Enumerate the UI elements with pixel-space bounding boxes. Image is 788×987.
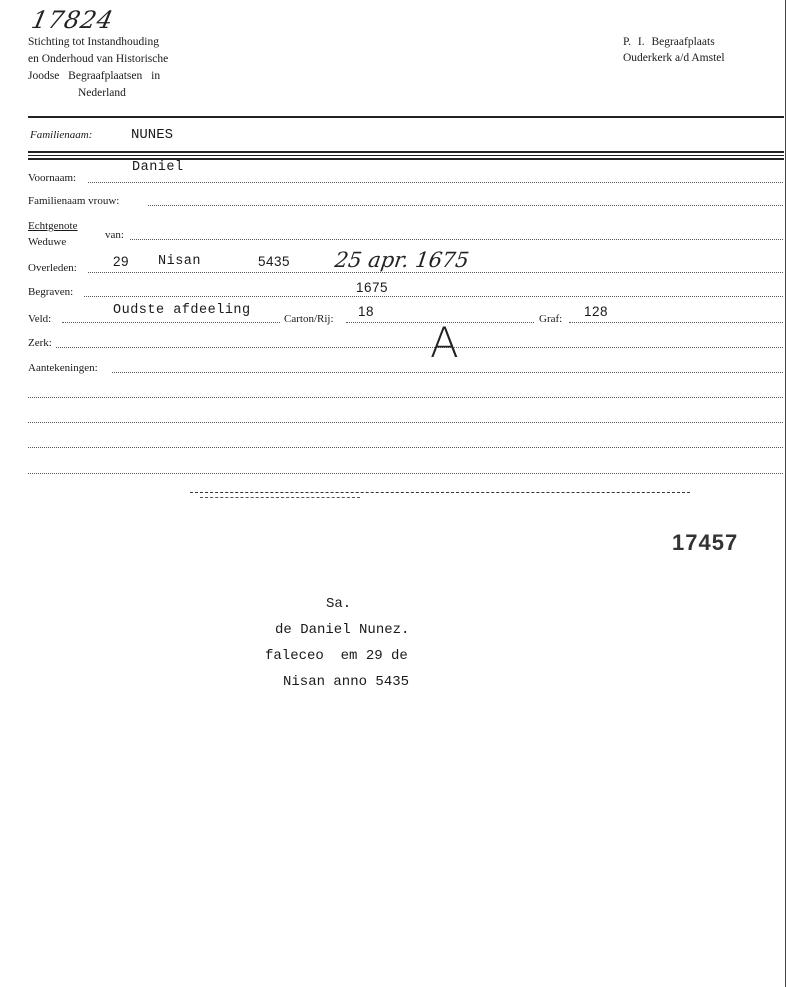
died-day: 29 <box>113 254 130 269</box>
surname-rule-mid <box>28 155 784 156</box>
notes-line-2 <box>28 397 783 398</box>
spouse-of-label: van: <box>105 229 124 241</box>
stamp-number: 17457 <box>672 530 739 555</box>
inscription-line-0: Sa. <box>326 596 352 612</box>
spouse-label-widow: Weduwe <box>28 236 67 248</box>
wife-surname-label: Familienaam vrouw: <box>28 195 120 207</box>
stone-mark: A <box>430 318 459 367</box>
organization-line-1: Stichting tot Instandhouding <box>28 36 159 48</box>
firstname-label: Voornaam: <box>28 172 77 184</box>
grave-line <box>569 322 783 323</box>
died-month: Nisan <box>158 254 202 269</box>
wife-surname-line <box>148 205 783 206</box>
notes-line-3 <box>28 422 783 423</box>
died-civil-date: 25 apr. 1675 <box>333 248 471 272</box>
notes-label: Aantekeningen: <box>28 362 98 374</box>
inscription-line-1: de Daniel Nunez. <box>275 622 410 638</box>
field-value: Oudste afdeeling <box>113 303 251 318</box>
died-year: 5435 <box>258 254 291 269</box>
inscription-line-2: faleceo em 29 de <box>265 648 408 664</box>
carton-value: 18 <box>358 304 375 319</box>
spouse-label-wife: Echtgenote <box>28 220 78 232</box>
cemetery-location: Ouderkerk a/d Amstel <box>623 52 725 64</box>
stone-line <box>56 347 783 348</box>
cemetery-name: P. I. Begraafplaats <box>623 36 715 48</box>
notes-line-4 <box>28 447 783 448</box>
firstname-value: Daniel <box>132 160 184 175</box>
buried-label: Begraven: <box>28 286 74 298</box>
grave-label: Graf: <box>539 313 563 325</box>
archive-number: 17824 <box>29 6 117 34</box>
spouse-line <box>130 239 783 240</box>
header-rule <box>28 116 784 118</box>
cut-line <box>190 492 690 493</box>
inscription-line-3: Nisan anno 5435 <box>283 674 410 690</box>
carton-label: Carton/Rij: <box>284 313 334 325</box>
organization-line-2: en Onderhoud van Historische <box>28 53 169 65</box>
buried-year: 1675 <box>356 280 389 295</box>
surname-label: Familienaam: <box>30 129 93 141</box>
card-edge <box>785 0 786 987</box>
surname-rule-top <box>28 151 784 153</box>
field-label: Veld: <box>28 313 52 325</box>
died-label: Overleden: <box>28 262 77 274</box>
organization-line-4: Nederland <box>78 87 126 99</box>
surname-value: NUNES <box>131 127 174 143</box>
notes-line-1 <box>112 372 783 373</box>
grave-value: 128 <box>584 304 609 319</box>
buried-line <box>84 296 783 297</box>
stone-label: Zerk: <box>28 337 52 349</box>
field-line <box>62 322 280 323</box>
died-line <box>88 272 783 273</box>
cut-line-secondary <box>200 497 360 498</box>
organization-line-3: Joodse Begraafplaatsen in <box>28 70 161 82</box>
notes-line-5 <box>28 473 783 474</box>
firstname-line <box>88 182 783 183</box>
